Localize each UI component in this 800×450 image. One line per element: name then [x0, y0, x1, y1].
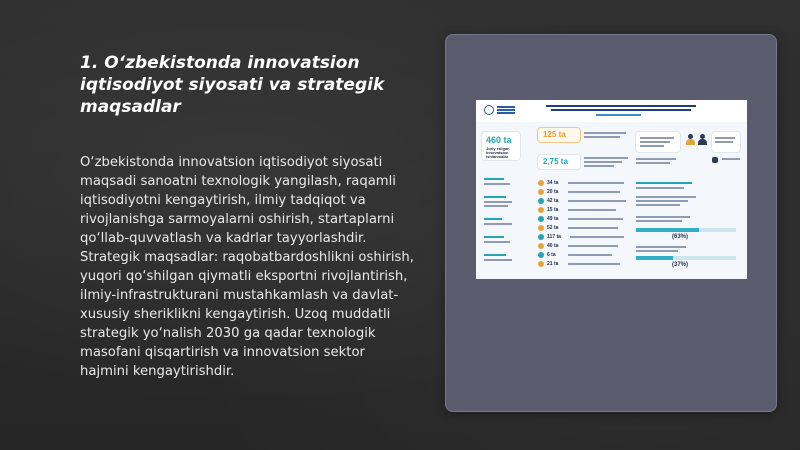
person-icon [698, 134, 707, 145]
text-line [484, 218, 502, 220]
text-line [484, 241, 510, 243]
text-line [584, 165, 614, 167]
stat-list-value: 52 ta [547, 225, 559, 231]
info-card [636, 132, 680, 152]
stat-list-value: 34 ta [547, 180, 559, 186]
stat-list-value: 15 ta [547, 207, 559, 213]
slide-body-text: O‘zbekistonda innovatsion iqtisodiyot siyosati maqsadi sanoatni texnologik yangilash, raqamli iqtisodiyotni kengaytirish, ilmiy tadqiqot va rivojlanishga sarmoyalarni oshirish, startaplarni qo‘llab-quvvatlash va kadrlar tayyorlashdir. Strategik maqsadlar: raqobatbardoshlikni oshirish, yuqori qo‘shilgan qiymatli eksportni rivojlantirish, ilmiy-infrastrukturani mustahkamlash va davlat-xususiy sheriklikni kengaytirish. Uzoq muddatli strategik yo‘nalish 2030 ga qadar texnologik masofani qisqartirish va innovatsion sektor hajmini kengaytirishdir. [80, 155, 414, 379]
main-stat-value: 460 ta [486, 135, 512, 145]
stat-125-card [538, 128, 580, 142]
text-line [484, 178, 504, 180]
text-line [568, 263, 620, 265]
text-line [484, 236, 504, 238]
stat-list-icon [538, 180, 544, 186]
text-line [484, 259, 512, 261]
stat-list-icon [538, 225, 544, 231]
slide-title: 1. O‘zbekistonda innovatsion iqtisodiyot siyosati va strategik maqsadlar [80, 53, 385, 117]
text-line [636, 220, 682, 222]
stat-275-value: 2,75 ta [543, 157, 568, 166]
stat-list-icon [538, 189, 544, 195]
text-line [640, 145, 664, 147]
text-line [568, 200, 626, 202]
text-line [568, 209, 616, 211]
text-line [715, 141, 733, 143]
text-line [640, 141, 670, 143]
text-line [722, 158, 740, 160]
stat-list-value: 117 ta [547, 234, 561, 240]
text-line [636, 158, 676, 160]
text-line [484, 196, 506, 198]
text-line [636, 246, 686, 248]
stat-list-icon [538, 198, 544, 204]
percentage-2: (37%) [672, 262, 689, 268]
infographic-header [476, 100, 747, 122]
stat-275-card [538, 155, 580, 169]
percentage-1: (63%) [672, 234, 689, 240]
stat-list-value: 20 ta [547, 189, 559, 195]
text-line [568, 218, 623, 220]
text-line [636, 182, 692, 184]
stat-list-icon [538, 261, 544, 267]
text-line [570, 236, 624, 238]
stat-list-value: 21 ta [547, 261, 559, 267]
text-line [636, 187, 684, 189]
text-line [584, 157, 628, 159]
stat-list-value: 6 ta [547, 252, 556, 258]
chart-icon [712, 157, 718, 163]
stat-list-icon [538, 252, 544, 258]
stat-list-value: 40 ta [547, 243, 559, 249]
progress-bar-2-fill [636, 256, 673, 260]
text-line [484, 183, 510, 185]
text-line [640, 137, 674, 139]
person-icon [686, 134, 695, 145]
stat-list-icon [538, 207, 544, 213]
infographic-title-line [546, 105, 696, 107]
text-line [636, 200, 688, 202]
main-stat-caption-2: innovatsion [486, 150, 509, 155]
main-stat-card [482, 132, 520, 160]
text-line [584, 132, 626, 134]
progress-bar-2 [636, 256, 736, 260]
stat-list-value: 42 ta [547, 198, 559, 204]
main-stat-caption-1: Joriy etilgan [486, 146, 510, 151]
progress-bar-1 [636, 228, 736, 232]
text-line [568, 227, 618, 229]
stat-list-icon [538, 216, 544, 222]
stat-list-icon [538, 243, 544, 249]
stat-list-icon [538, 234, 544, 240]
text-line [584, 136, 620, 138]
text-line [636, 216, 690, 218]
infographic-title-line [551, 109, 691, 111]
text-line [484, 223, 512, 225]
text-line [636, 162, 670, 164]
agency-logo-icon [484, 105, 494, 115]
text-line [636, 250, 678, 252]
infographic-subtitle-line [596, 114, 641, 116]
text-line [715, 137, 735, 139]
text-line [636, 204, 680, 206]
info-card [712, 132, 740, 152]
stat-125-value: 125 ta [543, 130, 566, 139]
text-line [584, 161, 622, 163]
progress-bar-1-fill [636, 228, 699, 232]
infographic-image [476, 100, 747, 279]
text-line [484, 205, 508, 207]
image-panel [445, 34, 777, 412]
text-line [568, 191, 620, 193]
agency-logo-text [497, 106, 515, 108]
text-line [484, 254, 506, 256]
text-line [568, 182, 624, 184]
stat-list-value: 49 ta [547, 216, 559, 222]
text-line [568, 245, 618, 247]
text-line [484, 201, 512, 203]
main-stat-caption-3: ishlanmalar [486, 154, 509, 159]
text-line [568, 254, 612, 256]
text-line [636, 196, 696, 198]
